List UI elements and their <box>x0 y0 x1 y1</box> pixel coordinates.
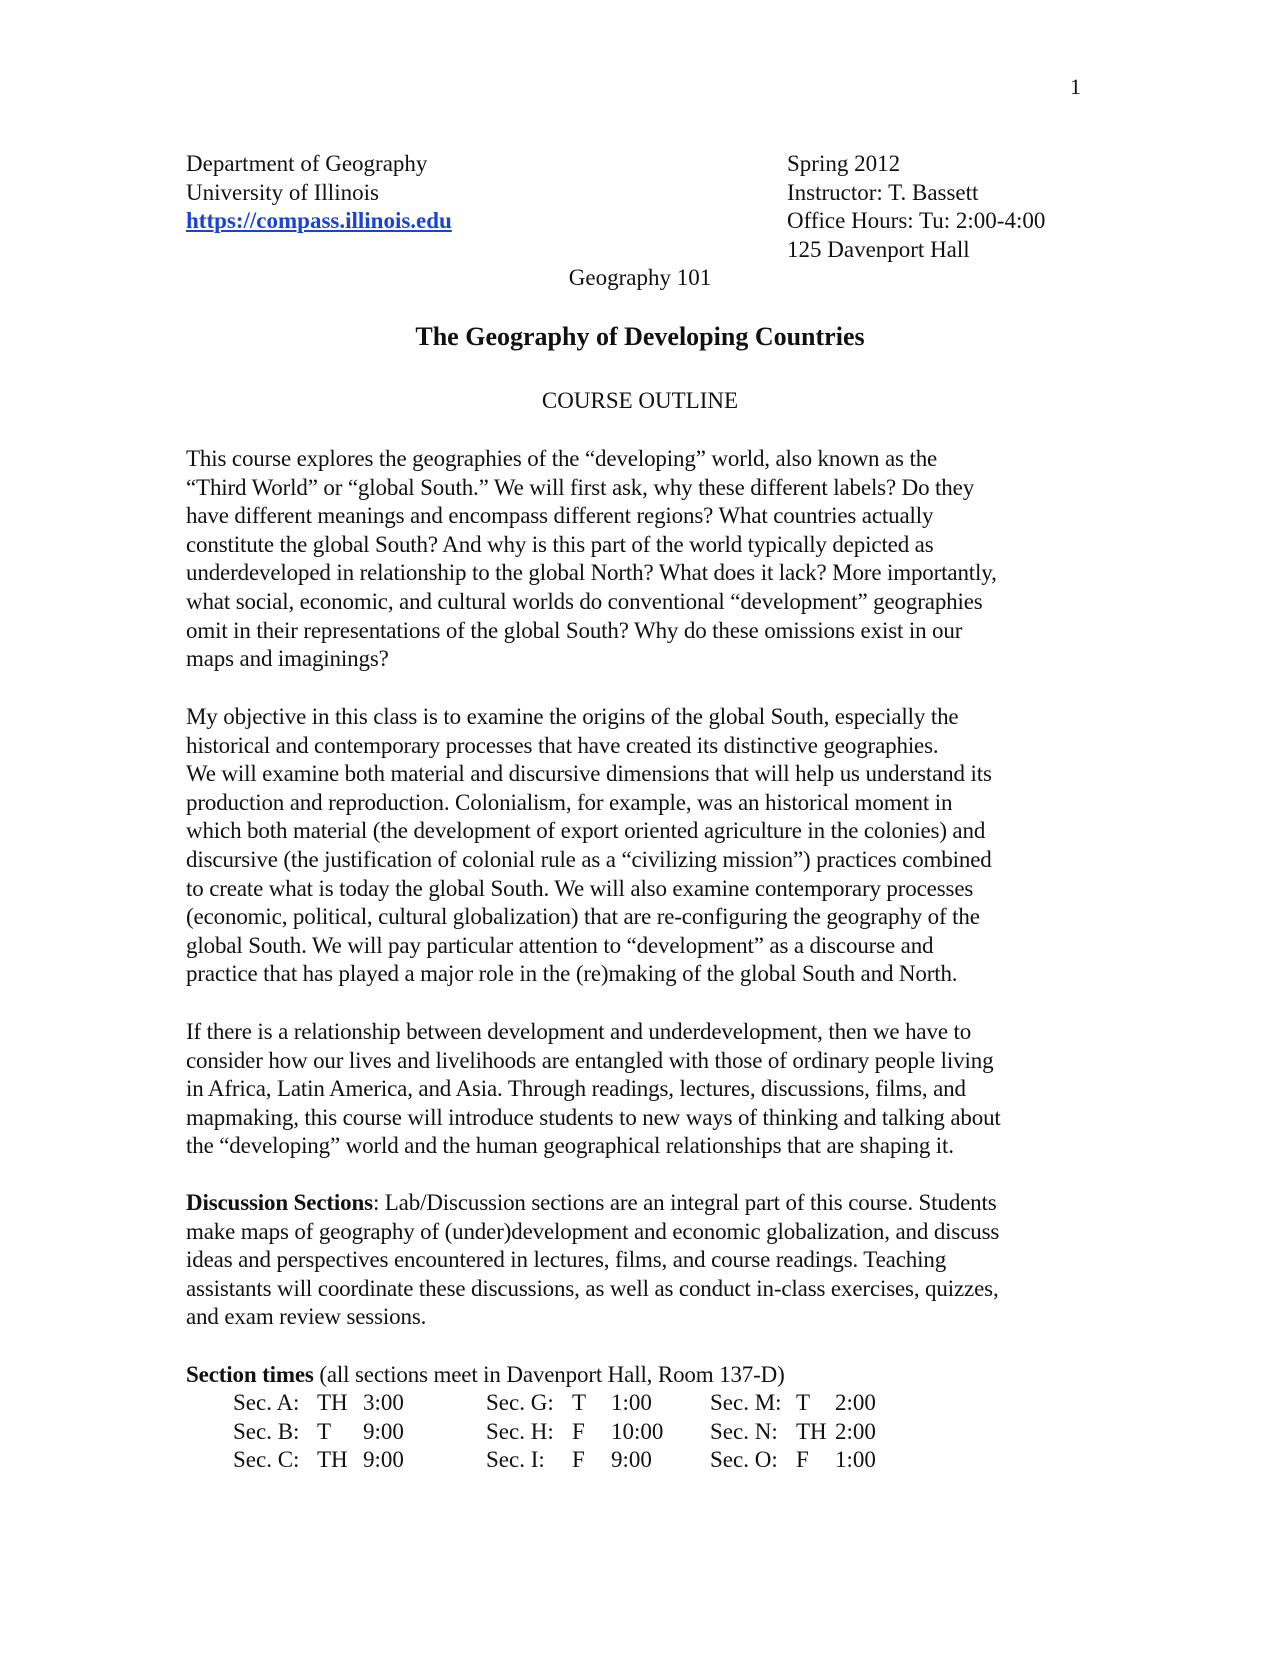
page-number: 1 <box>1070 74 1081 99</box>
paragraph-line: which both material (the development of export oriented agriculture in the colonies) and <box>186 818 986 844</box>
paragraph-line: maps and imaginings? <box>186 646 389 672</box>
paragraph-line: to create what is today the global South. We will also examine contemporary processes <box>186 875 974 901</box>
section-time: 9:00 <box>363 1447 404 1473</box>
section-label: Sec. C: <box>233 1447 300 1473</box>
header-left <box>186 150 452 236</box>
course-number: Geography 101 <box>568 265 712 290</box>
intro-paragraph <box>186 445 997 674</box>
section-times-heading-line <box>186 1361 785 1390</box>
section-label: Sec. A: <box>233 1390 300 1415</box>
paragraph-line: global South. We will pay particular attention to “development” as a discourse and <box>186 932 934 958</box>
section-day: TH <box>317 1390 348 1415</box>
section-day: TH <box>796 1418 827 1444</box>
term: Spring 2012 <box>787 151 901 176</box>
discussion-sections-heading: Discussion Sections <box>186 1190 373 1215</box>
office-location: 125 Davenport Hall <box>787 236 970 262</box>
section-label: Sec. N: <box>710 1418 778 1444</box>
paragraph-line: discursive (the justification of colonial rule as a “civilizing mission”) practices combined <box>186 846 992 872</box>
section-day: F <box>796 1447 809 1473</box>
section-day: T <box>317 1418 332 1444</box>
section-time: 1:00 <box>611 1390 652 1415</box>
discussion-sections-paragraph <box>186 1189 999 1332</box>
section-time: 2:00 <box>835 1390 876 1415</box>
paragraph-line: constitute the global South? And why is this part of the world typically depicted as <box>186 531 934 557</box>
section-label: Sec. M: <box>710 1390 782 1415</box>
header-right <box>787 150 1045 264</box>
paragraph-line: and exam review sessions. <box>186 1304 427 1330</box>
office-hours: Office Hours: Tu: 2:00-4:00 <box>787 208 1046 233</box>
section-day: T <box>572 1390 587 1415</box>
section-label: Sec. B: <box>233 1418 300 1444</box>
paragraph-line: assistants will coordinate these discussions, as well as conduct in-class exercises, quizzes, <box>186 1275 999 1301</box>
paragraph-line: (economic, political, cultural globalization) that are re-configuring the geography of the <box>186 904 980 930</box>
department-name: Department of Geography <box>186 151 428 176</box>
paragraph-line: have different meanings and encompass different regions? What countries actually <box>186 503 934 529</box>
paragraph-line: omit in their representations of the global South? Why do these omissions exist in our <box>186 617 963 643</box>
objective-paragraph <box>186 703 992 989</box>
relationship-paragraph <box>186 1018 1001 1161</box>
section-time: 3:00 <box>363 1390 404 1415</box>
section-time: 2:00 <box>835 1418 876 1444</box>
page-title: The Geography of Developing Countries <box>415 322 865 351</box>
paragraph-text: : Lab/Discussion sections are an integral part of this course. Students <box>372 1190 997 1215</box>
paragraph-line: consider how our lives and livelihoods are entangled with those of ordinary people living <box>186 1047 994 1073</box>
section-day: T <box>796 1390 811 1415</box>
compass-link[interactable]: https://compass.illinois.edu <box>186 208 452 233</box>
section-time: 9:00 <box>363 1418 404 1444</box>
paragraph-line: ideas and perspectives encountered in lectures, films, and course readings. Teaching <box>186 1247 947 1273</box>
paragraph-line: My objective in this class is to examine the origins of the global South, especially the <box>186 704 959 729</box>
section-day: TH <box>317 1447 348 1473</box>
paragraph-line: underdeveloped in relationship to the global North? What does it lack? More importantly, <box>186 560 997 586</box>
instructor: Instructor: T. Bassett <box>787 179 979 205</box>
section-time: 9:00 <box>611 1447 652 1473</box>
paragraph-line: what social, economic, and cultural worlds do conventional “development” geographies <box>186 588 983 614</box>
section-label: Sec. I: <box>486 1447 545 1473</box>
section-time: 1:00 <box>835 1447 876 1473</box>
paragraph-line: mapmaking, this course will introduce students to new ways of thinking and talking about <box>186 1104 1001 1130</box>
paragraph-text: (all sections meet in Davenport Hall, Room 137-D) <box>313 1362 785 1387</box>
paragraph-line: practice that has played a major role in the (re)making of the global South and North. <box>186 961 958 987</box>
paragraph-line: the “developing” world and the human geographical relationships that are shaping it. <box>186 1133 954 1159</box>
section-row <box>233 1389 933 1418</box>
paragraph-line: historical and contemporary processes that have created its distinctive geographies. <box>186 732 939 758</box>
paragraph-line: If there is a relationship between development and underdevelopment, then we have to <box>186 1019 972 1044</box>
section-day: F <box>572 1418 585 1444</box>
section-times-heading: Section times <box>186 1362 314 1387</box>
paragraph-line: “Third World” or “global South.” We will first ask, why these different labels? Do they <box>186 474 975 500</box>
section-label: Sec. G: <box>486 1390 554 1415</box>
paragraph-line <box>186 1189 999 1218</box>
section-times-table <box>233 1389 933 1475</box>
section-time: 10:00 <box>611 1418 664 1444</box>
paragraph-line: This course explores the geographies of the “developing” world, also known as the <box>186 446 938 471</box>
section-row <box>233 1446 933 1475</box>
university-name: University of Illinois <box>186 179 379 205</box>
paragraph-line: in Africa, Latin America, and Asia. Through readings, lectures, discussions, films, and <box>186 1076 966 1102</box>
section-label: Sec. O: <box>710 1447 778 1473</box>
section-row <box>233 1418 933 1447</box>
section-label: Sec. H: <box>486 1418 554 1444</box>
paragraph-line <box>186 1361 785 1390</box>
paragraph-line: make maps of geography of (under)development and economic globalization, and discuss <box>186 1218 1000 1244</box>
course-outline-heading: COURSE OUTLINE <box>541 388 739 413</box>
paragraph-line: production and reproduction. Colonialism, for example, was an historical moment in <box>186 789 953 815</box>
section-day: F <box>572 1447 585 1473</box>
paragraph-line: We will examine both material and discursive dimensions that will help us understand its <box>186 761 992 787</box>
